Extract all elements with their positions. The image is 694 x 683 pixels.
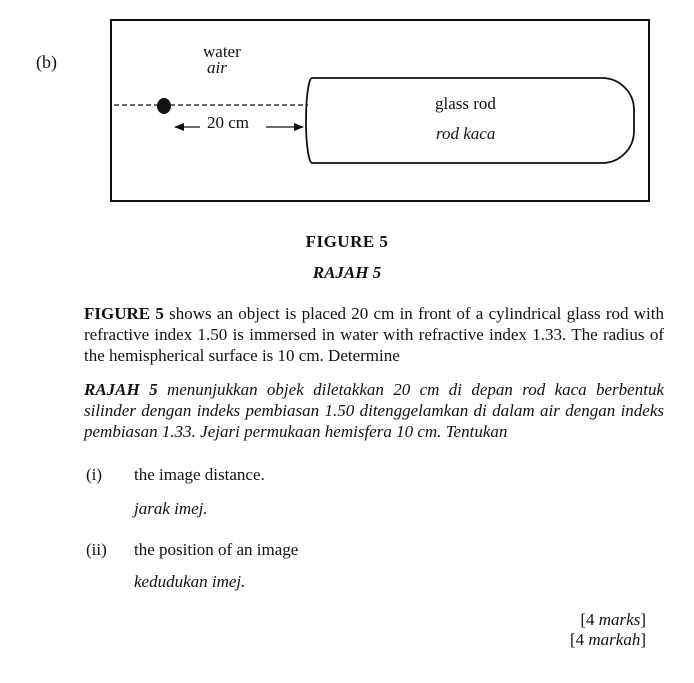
marks-ms-open: [4: [569, 630, 589, 649]
subquestion-ii-number: (ii): [86, 540, 107, 559]
air-label: air: [207, 58, 227, 77]
marks-ms-close: ]: [640, 630, 646, 649]
question-body-ms: menunjukkan objek diletakkan 20 cm di depan rod kaca berbentuk silinder dengan indeks pembiasan 1.50 ditenggelamkan di dalam air dengan indeks pembiasan 1.33. Jejari permukaan hemisfera 10 cm. Tentukan: [84, 380, 664, 441]
figure-caption-en: FIGURE 5: [305, 232, 389, 251]
question-text-en: [84, 303, 664, 366]
distance-label: 20 cm: [207, 113, 250, 132]
figure-ref-en: FIGURE 5: [84, 304, 164, 323]
marks-en-open: [4: [580, 610, 599, 629]
glass-rod-label: glass rod: [435, 94, 496, 113]
question-body-en: shows an object is placed 20 cm in front of a cylindrical glass rod with refractive index 1.50 is immersed in water with refractive index 1.33. The radius of the hemispherical surface is 10 cm. Determine: [84, 304, 664, 365]
marks-en: [580, 610, 646, 630]
rod-kaca-label: rod kaca: [436, 124, 496, 143]
marks-en-word: marks: [598, 610, 641, 629]
subquestion-i-number: (i): [86, 465, 103, 484]
marks-en-close: ]: [640, 610, 646, 629]
marks-ms: [570, 630, 646, 650]
marks-ms-word: markah: [588, 630, 641, 649]
question-text-ms: [84, 379, 664, 442]
object-dot: [157, 98, 171, 114]
subquestion-i-text-ms: jarak imej.: [134, 499, 208, 518]
water-label: water: [203, 42, 241, 61]
subquestion-i-text-en: the image distance.: [134, 465, 265, 484]
figure-frame: [111, 20, 649, 201]
question-part-label: (b): [36, 52, 57, 72]
subquestion-ii-text-ms: kedudukan imej.: [134, 572, 246, 591]
subquestion-ii-text-en: the position of an image: [134, 540, 299, 559]
figure-ref-ms: RAJAH 5: [84, 380, 158, 399]
figure-caption-ms: RAJAH 5: [312, 263, 382, 282]
glass-rod-shape: [306, 78, 634, 163]
